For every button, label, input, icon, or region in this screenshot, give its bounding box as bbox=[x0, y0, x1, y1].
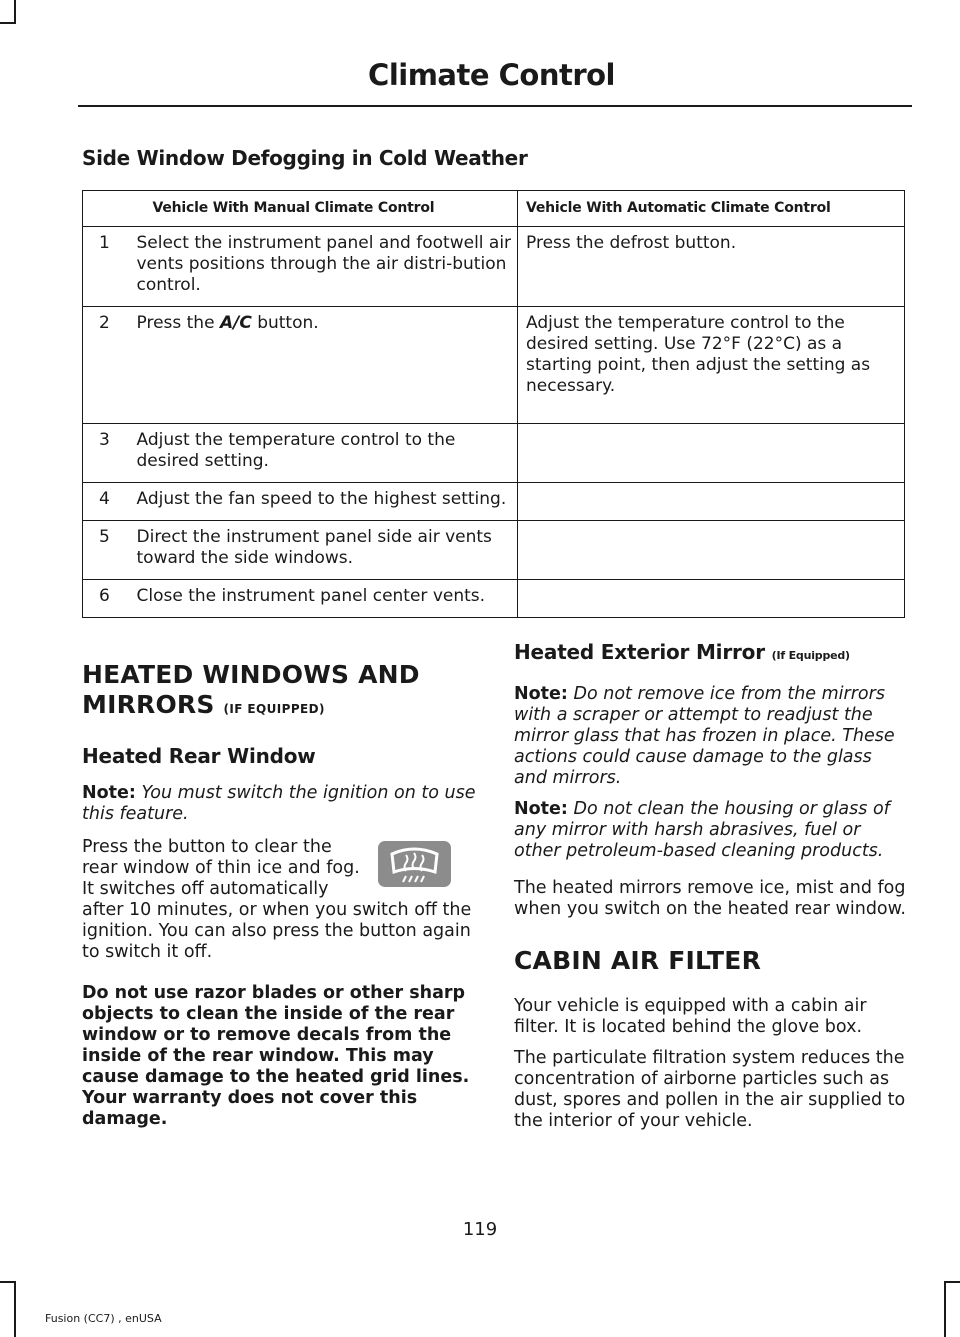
document-id: Fusion (CC7) , enUSA bbox=[45, 1312, 162, 1325]
warning-text: Do not use razor blades or other sharp objects to clean the inside of the rear window or to remove decals from the inside of the rear window. This may cause damage to the heated grid lines. Your warranty does not cover this damage. bbox=[82, 983, 470, 1129]
note-text: Do not clean the housing or glass of any mirror with harsh abrasives, fuel or other petroleum-based cleaning products. bbox=[514, 799, 890, 861]
step-manual: Close the instrument panel center vents. bbox=[129, 580, 518, 618]
table-row bbox=[83, 521, 905, 580]
table-row bbox=[83, 483, 905, 521]
crop-mark bbox=[944, 1281, 946, 1337]
step-auto bbox=[518, 483, 905, 521]
table-row bbox=[83, 307, 905, 424]
step-auto bbox=[518, 580, 905, 618]
note-cleaning bbox=[514, 799, 909, 862]
step-number: 3 bbox=[83, 424, 129, 483]
table-header-row bbox=[83, 191, 905, 227]
section-title: Side Window Defogging in Cold Weather bbox=[82, 146, 528, 170]
table-header-auto: Vehicle With Automatic Climate Control bbox=[518, 191, 905, 227]
left-column bbox=[82, 660, 477, 1130]
note-label: Note: bbox=[514, 799, 568, 819]
right-column bbox=[514, 640, 909, 1132]
table-row bbox=[83, 424, 905, 483]
heated-title-line-1: HEATED WINDOWS AND bbox=[82, 660, 420, 689]
rear-window-text: Press the button to clear the rear window of thin ice and fog. It switches off automatically after 10 minutes, or when you switch off the ignition. You can also press the button again to switch it off. bbox=[82, 837, 472, 962]
if-equipped-tag: (If Equipped) bbox=[771, 649, 850, 662]
note-text: You must switch the ignition on to use this feature. bbox=[82, 783, 476, 824]
ac-button-label: A/C bbox=[219, 313, 252, 333]
if-equipped-tag: (IF EQUIPPED) bbox=[223, 702, 325, 716]
rear-defrost-icon-glyph bbox=[378, 841, 451, 887]
table-row bbox=[83, 580, 905, 618]
note-text: Do not remove ice from the mirrors with a scraper or attempt to readjust the mirror glass that has frozen in place. These actions could cause damage to the glass and mirrors. bbox=[514, 684, 895, 788]
rear-defrost-icon bbox=[378, 841, 451, 887]
table-row bbox=[83, 227, 905, 307]
step-manual: Adjust the fan speed to the highest setting. bbox=[129, 483, 518, 521]
rear-window-body bbox=[82, 837, 477, 963]
step-number: 5 bbox=[83, 521, 129, 580]
filter-paragraph-2: The particulate filtration system reduces the concentration of airborne particles such as dust, spores and pollen in the air supplied to the interior of your vehicle. bbox=[514, 1048, 906, 1131]
step-number: 4 bbox=[83, 483, 129, 521]
step-manual: Select the instrument panel and footwell air vents positions through the air distri-bution control. bbox=[129, 227, 518, 307]
filter-paragraph-1: Your vehicle is equipped with a cabin air filter. It is located behind the glove box. bbox=[514, 996, 867, 1037]
crop-mark bbox=[0, 22, 16, 24]
step-number: 2 bbox=[83, 307, 129, 424]
heated-windows-title bbox=[82, 660, 477, 724]
step-auto bbox=[518, 521, 905, 580]
step-auto: Adjust the temperature control to the desired setting. Use 72°F (22°C) as a starting point, then adjust the setting as necessary. bbox=[518, 307, 905, 424]
heated-title-line-2: MIRRORS bbox=[82, 690, 215, 719]
note-label: Note: bbox=[82, 783, 136, 803]
crop-mark bbox=[14, 0, 16, 24]
defogging-steps-table bbox=[82, 190, 905, 618]
heated-rear-window-title: Heated Rear Window bbox=[82, 744, 316, 768]
heated-mirror-title bbox=[514, 640, 909, 668]
step-number: 6 bbox=[83, 580, 129, 618]
note-label: Note: bbox=[514, 684, 568, 704]
crop-mark bbox=[14, 1281, 16, 1337]
page-number: 119 bbox=[462, 1219, 498, 1240]
crop-mark bbox=[944, 1281, 960, 1283]
heated-mirror-title-text: Heated Exterior Mirror bbox=[514, 640, 765, 664]
crop-mark bbox=[0, 1281, 16, 1283]
step-auto bbox=[518, 424, 905, 483]
page-header-title: Climate Control bbox=[368, 58, 615, 92]
step-manual bbox=[129, 307, 518, 424]
header-rule bbox=[78, 105, 912, 107]
step-number: 1 bbox=[83, 227, 129, 307]
note-ice bbox=[514, 684, 909, 789]
note-ignition bbox=[82, 783, 477, 825]
step-auto: Press the defrost button. bbox=[518, 227, 905, 307]
step-manual: Adjust the temperature control to the desired setting. bbox=[129, 424, 518, 483]
table-header-manual: Vehicle With Manual Climate Control bbox=[129, 191, 518, 227]
step-manual-text: button. bbox=[251, 313, 319, 333]
step-manual: Direct the instrument panel side air vents toward the side windows. bbox=[129, 521, 518, 580]
cabin-air-filter-title: CABIN AIR FILTER bbox=[514, 946, 762, 975]
mirror-body: The heated mirrors remove ice, mist and fog when you switch on the heated rear window. bbox=[514, 878, 906, 919]
table-header-num bbox=[83, 191, 129, 227]
step-manual-text: Press the bbox=[136, 313, 220, 333]
